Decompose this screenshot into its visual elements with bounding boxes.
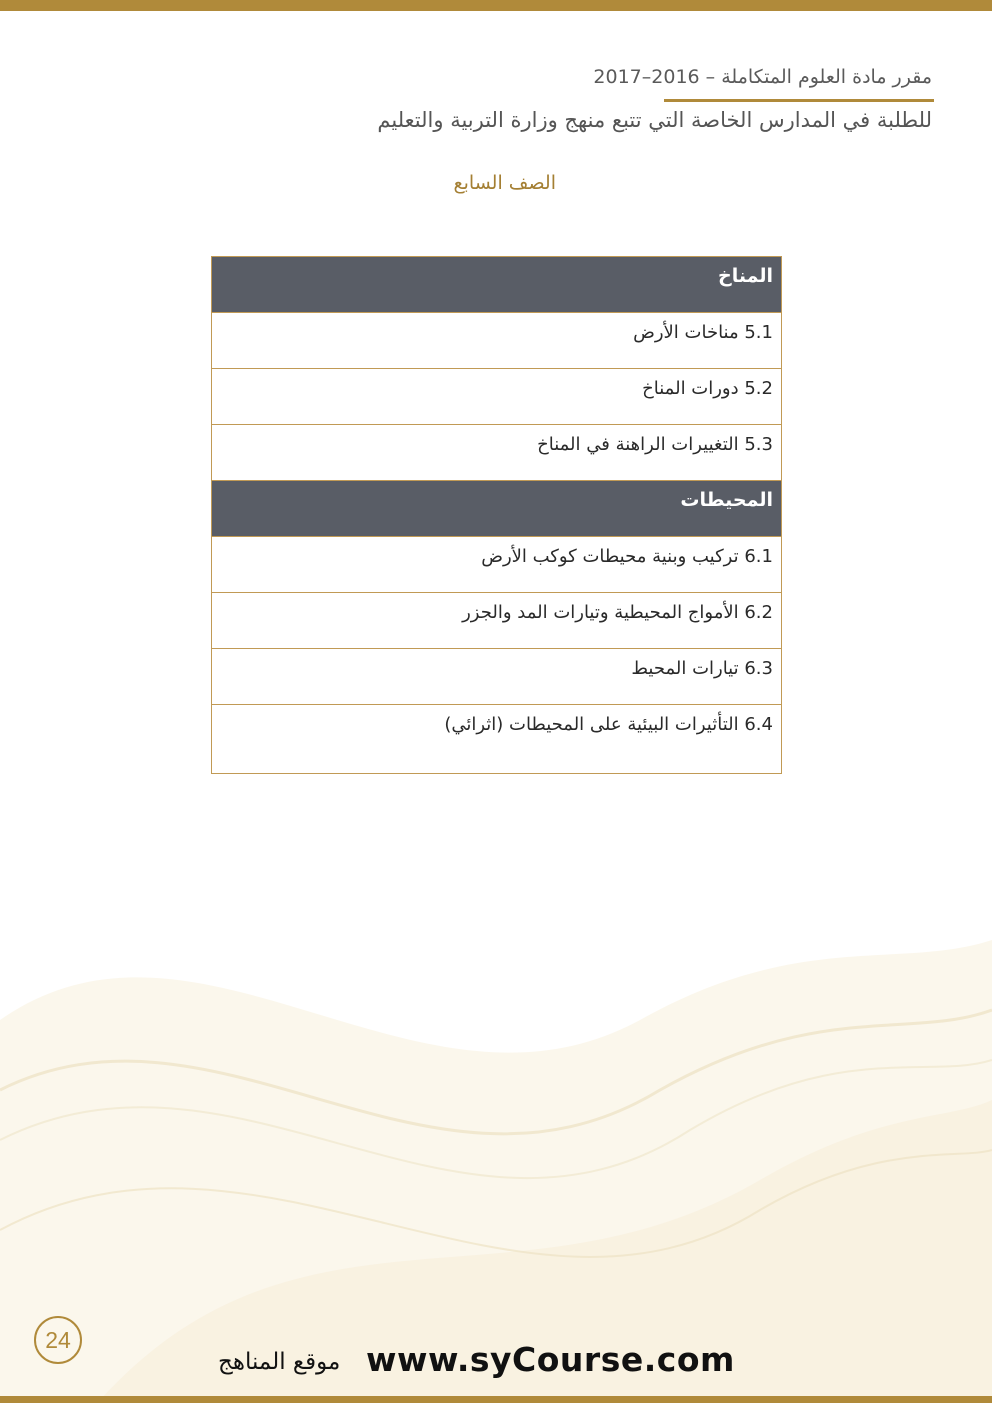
topic-label: 6.1 تركيب وبنية محيطات كوكب الأرض [212,537,782,593]
bottom-accent-bar [0,1396,992,1403]
topic-label: 6.4 التأثيرات البيئية على المحيطات (اثرائي) [212,705,782,774]
topic-row [212,369,782,425]
footer-website-link[interactable]: www.syCourse.com [366,1340,735,1379]
page-number: 24 [45,1326,71,1353]
audience-subtitle: للطلبة في المدارس الخاصة التي تتبع منهج وزارة التربية والتعليم [377,108,932,132]
topic-label: 5.1 مناخات الأرض [212,313,782,369]
topic-label: 5.2 دورات المناخ [212,369,782,425]
background-wave-decoration [0,760,992,1400]
topic-label: 6.3 تيارات المحيط [212,649,782,705]
topic-label: 6.2 الأمواج المحيطية وتيارات المد والجزر [212,593,782,649]
topic-row [212,537,782,593]
topic-row [212,705,782,774]
top-accent-bar [0,0,992,11]
topic-label: 5.3 التغييرات الراهنة في المناخ [212,425,782,481]
unit-title: المحيطات [212,481,782,537]
grade-label: الصف السابع [453,172,556,194]
course-title: مقرر مادة العلوم المتكاملة – 2016–2017 [593,66,932,88]
units-table [211,256,782,774]
topic-row [212,313,782,369]
unit-header-row [212,257,782,313]
unit-header-row [212,481,782,537]
topic-row [212,425,782,481]
page-number-badge [34,1316,82,1364]
topic-row [212,649,782,705]
topic-row [212,593,782,649]
header-divider [664,99,934,102]
footer-site-name: موقع المناهج [218,1349,341,1375]
unit-title: المناخ [212,257,782,313]
